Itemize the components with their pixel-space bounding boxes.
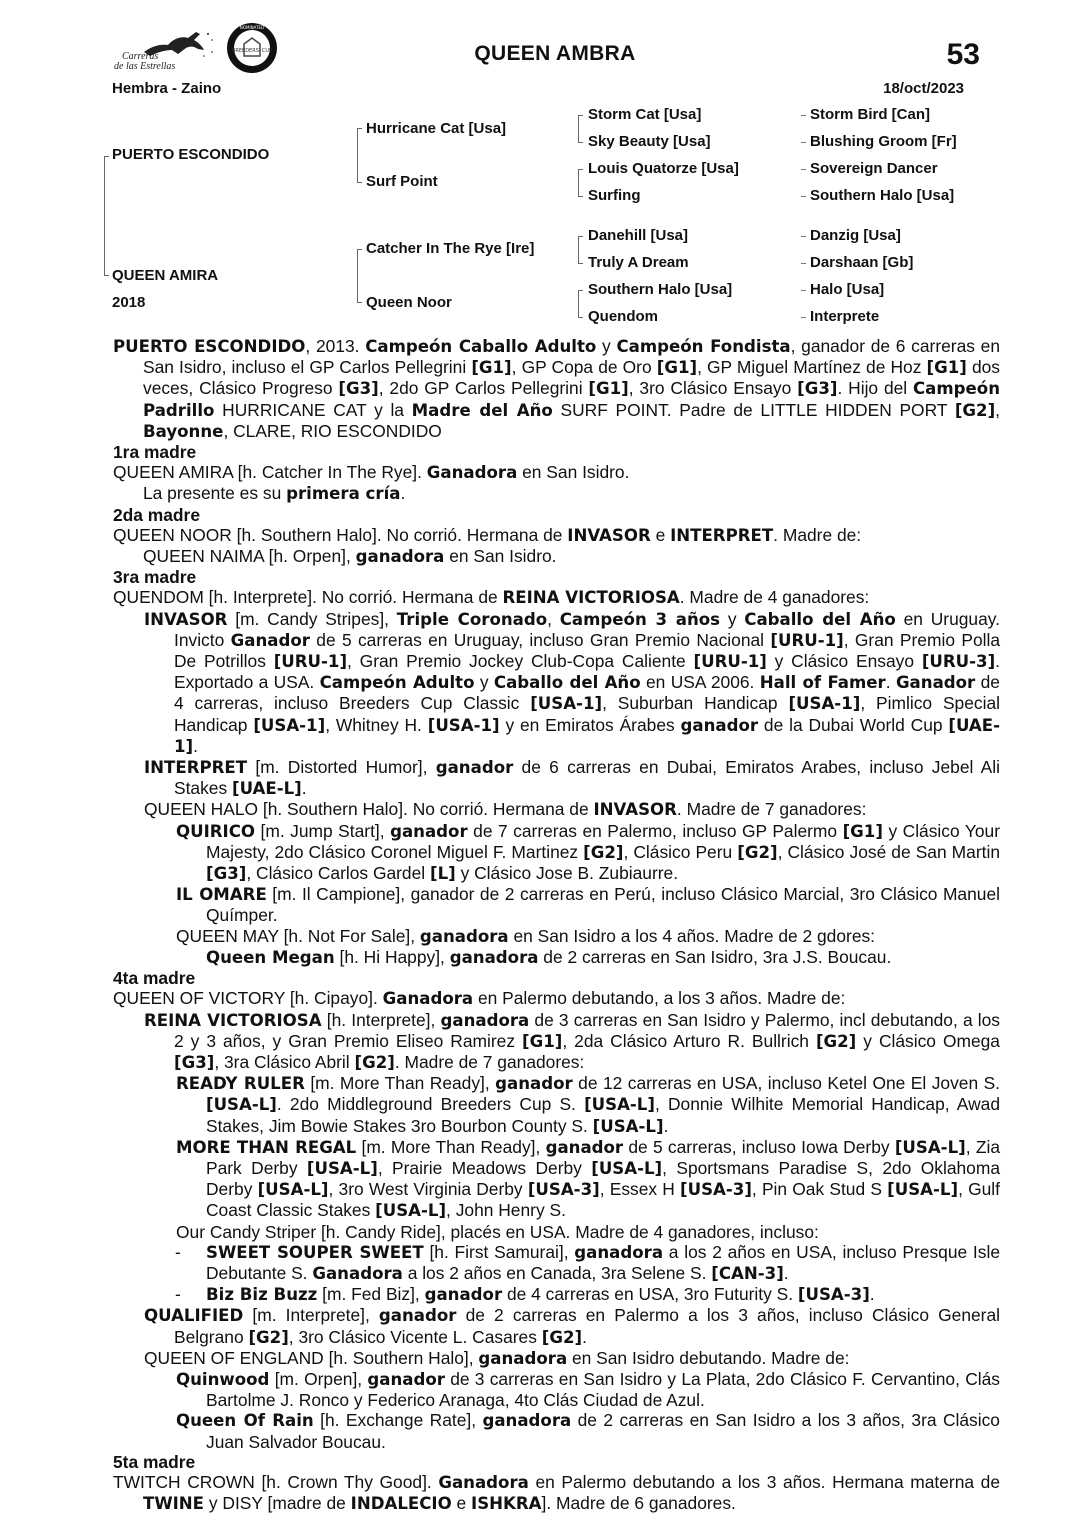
ped-g4: Halo [Usa] (810, 281, 885, 298)
seal-top-text: NOMINATED (239, 25, 265, 30)
ped-ss: Hurricane Cat [Usa] (366, 120, 507, 137)
ped-sd: Surf Point (366, 173, 438, 190)
ped-dds: Southern Halo [Usa] (588, 281, 733, 298)
ped-ssd: Sky Beauty [Usa] (588, 133, 711, 150)
produce-entry: - SWEET SOUPER SWEET [h. First Samurai], ganadora a los 2 años en USA, incluso Presque Isle Debutante S. Ganadora a los 2 años en Canada, 3ra Selene S. [CAN-3]. (175, 1241, 1000, 1283)
ped-dss: Danehill [Usa] (588, 227, 689, 244)
produce-entry: IL OMARE [m. Il Campione], ganador de 2 carreras en Perú, incluso Clásico Marcial, 3ro Clásico Manuel Químper. (176, 884, 1000, 926)
ped-dam: QUEEN AMIRA (112, 267, 219, 284)
ped-sss: Storm Cat [Usa] (588, 106, 702, 123)
ped-dd: Queen Noor (366, 294, 452, 311)
produce-entry: QUEEN HALO [h. Southern Halo]. No corrió. Hermana de INVASOR. Madre de 7 ganadores: (144, 799, 867, 820)
produce-entry: QUEEN OF ENGLAND [h. Southern Halo], ganadora en San Isidro debutando. Madre de: (144, 1347, 850, 1368)
page-title: QUEEN AMBRA (474, 42, 636, 65)
produce-entry: Queen Of Rain [h. Exchange Rate], ganadora de 2 carreras en San Isidro a los 3 años, 3ra Clásico Juan Salvador Boucau. (176, 1410, 1000, 1452)
produce-entry: Queen Megan [h. Hi Happy], ganadora de 2 carreras en San Isidro, 3ra J.S. Boucau. (206, 946, 892, 967)
dam-paragraph: QUEEN AMIRA [h. Catcher In The Rye]. Ganadora en San Isidro. (113, 462, 630, 483)
ped-sdd: Surfing (588, 187, 641, 204)
ped-dsd: Truly A Dream (588, 254, 689, 271)
produce-entry: Quinwood [m. Orpen], ganador de 3 carreras en San Isidro y La Plata, 2do Clásico F. Cervantino, Clás Bartolme J. Ronco y Federico Aranaga, 4to Clás Ciudad de Azul. (176, 1368, 1000, 1411)
page-number: 53 (946, 38, 980, 71)
ped-dam-year: 2018 (112, 294, 146, 311)
ped-g4: Storm Bird [Can] (810, 106, 930, 123)
sex-color: Hembra - Zaino (112, 80, 222, 97)
produce-entry: QUALIFIED [m. Interprete], ganador de 2 carreras en Palermo a los 3 años, incluso Clásico General Belgrano [G2], 3ro Clásico Vicente L. Casares [G2]. (144, 1305, 1000, 1347)
ped-sds: Louis Quatorze [Usa] (588, 160, 739, 177)
section-heading: 3ra madre (113, 567, 197, 588)
section-heading: 4ta madre (113, 968, 196, 989)
first-foal-note: La presente es su primera cría. (143, 483, 406, 504)
ped-ds: Catcher In The Rye [Ire] (366, 240, 535, 257)
ped-ddd: Quendom (588, 308, 658, 325)
ped-g4: Interprete (810, 308, 880, 325)
produce-entry: INVASOR [m. Candy Stripes], Triple Coronado, Campeón 3 años y Caballo del Año en Uruguay. Invicto Ganador de 5 carreras en Uruguay, incluso Gran Premio Nacional [URU-1], Gran Premio Polla De Potrillos [URU-1], Gran Premio Jockey Club-Copa Caliente [URU-1] y Clásico Ensayo [URU-3]. Exportado a USA. Campeón Adulto y Caballo del Año en USA 2006. Hall of Famer. Ganador de 4 carreras, incluso Breeders Cup Classic [USA-1], Suburban Handicap [USA-1], Pimlico Special Handicap [USA-1], Whitney H. [USA-1] y en Emiratos Árabes ganador de la Dubai World Cup [UAE-1]. (144, 608, 1001, 756)
breeders-cup-seal-icon (226, 22, 278, 74)
third-dam-paragraph: QUENDOM [h. Interprete]. No corrió. Hermana de REINA VICTORIOSA. Madre de 4 ganadores: (113, 587, 870, 608)
produce-entry: INTERPRET [m. Distorted Humor], ganador de 6 carreras en Dubai, Emiratos Arabes, incluso Jebel Ali Stakes [UAE-L]. (144, 757, 1000, 799)
fourth-dam-paragraph: QUEEN OF VICTORY [h. Cipayo]. Ganadora en Palermo debutando, a los 3 años. Madre de: (113, 988, 846, 1009)
ped-g4: Sovereign Dancer (810, 160, 938, 177)
catalog-body (113, 336, 1000, 1514)
fifth-dam-paragraph: TWITCH CROWN [h. Crown Thy Good]. Ganadora en Palermo debutando a los 3 años. Hermana materna de TWINE y DISY [madre de INDALECIO e ISHKRA]. Madre de 6 ganadores. (113, 1471, 1001, 1514)
produce-entry: Our Candy Striper [h. Candy Ride], placés en USA. Madre de 4 ganadores, incluso: (176, 1221, 819, 1242)
section-heading: 1ra madre (113, 442, 197, 463)
ped-g4: Blushing Groom [Fr] (810, 133, 957, 150)
produce-entry: MORE THAN REGAL [m. More Than Ready], ganador de 5 carreras, incluso Iowa Derby [USA-L], Zia Park Derby [USA-L], Prairie Meadows Derby [USA-L], Sportsmans Paradise S, 2do Oklahoma Derby [USA-L], 3ro West Virginia Derby [USA-3], Essex H [USA-3], Pin Oak Stud S [USA-L], Gulf Coast Classic Stakes [USA-L], John Henry S. (176, 1136, 1000, 1221)
produce-entry: - Biz Biz Buzz [m. Fed Biz], ganador de 4 carreras en USA, 3ro Futurity S. [USA-3]. (175, 1284, 875, 1305)
ped-g4: Southern Halo [Usa] (810, 187, 955, 204)
produce-entry: QUEEN MAY [h. Not For Sale], ganadora en San Isidro a los 4 años. Madre de 2 gdores: (176, 925, 876, 946)
produce-entry: QUIRICO [m. Jump Start], ganador de 7 carreras en Palermo, incluso GP Palermo [G1] y Clásico Your Majesty, 2do Clásico Coronel Miguel F. Martinez [G2], Clásico Peru [G2], Clásico José de San Martin [G3], Clásico Carlos Gardel [L] y Clásico Jose B. Zubiaurre. (176, 820, 1000, 884)
date: 18/oct/2023 (883, 80, 964, 97)
ped-sire: PUERTO ESCONDIDO (112, 146, 270, 163)
produce-entry: REINA VICTORIOSA [h. Interprete], ganadora de 3 carreras en San Isidro y Palermo, incl debutando, a los 2 y 3 años, y Gran Premio Eliseo Ramirez [G1], 2da Clásico Arturo R. Bullrich [G2] y Clásico Omega [G3], 3ra Clásico Abril [G2]. Madre de 7 ganadores: (144, 1009, 1001, 1072)
sire-paragraph: PUERTO ESCONDIDO, 2013. Campeón Caballo Adulto y Campeón Fondista, ganador de 6 carreras en San Isidro, incluso el GP Carlos Pellegrini [G1], GP Copa de Oro [G1], GP Miguel Martínez de Hoz [G1] dos veces, Clásico Progreso [G3], 2do GP Carlos Pellegrini [G1], 3ro Clásico Ensayo [G3]. Hijo del Campeón Padrillo HURRICANE CAT y la Madre del Año SURF POINT. Padre de LITTLE HIDDEN PORT [G2], Bayonne, CLARE, RIO ESCONDIDO (113, 336, 1001, 441)
second-dam-paragraph: QUEEN NOOR [h. Southern Halo]. No corrió. Hermana de INVASOR e INTERPRET. Madre de: (113, 524, 862, 545)
logo (108, 22, 283, 80)
ped-g4: Danzig [Usa] (810, 227, 901, 244)
logo-text: Carreras de las Estrellas (114, 51, 176, 72)
ped-g4: Darshaan [Gb] (810, 254, 914, 271)
produce-entry: READY RULER [m. More Than Ready], ganador de 12 carreras en USA, incluso Ketel One El Joven S. [USA-L]. 2do Middleground Breeders Cup S. [USA-L], Donnie Wilhite Memorial Handicap, Awad Stakes, Jim Bowie Stakes 3ro Bourbon County S. [USA-L]. (176, 1073, 1000, 1136)
section-heading: 2da madre (113, 504, 200, 525)
produce-entry: QUEEN NAIMA [h. Orpen], ganadora en San Isidro. (143, 546, 557, 567)
section-heading: 5ta madre (113, 1451, 196, 1472)
seal-text: BREEDERS' CUP (231, 48, 273, 54)
